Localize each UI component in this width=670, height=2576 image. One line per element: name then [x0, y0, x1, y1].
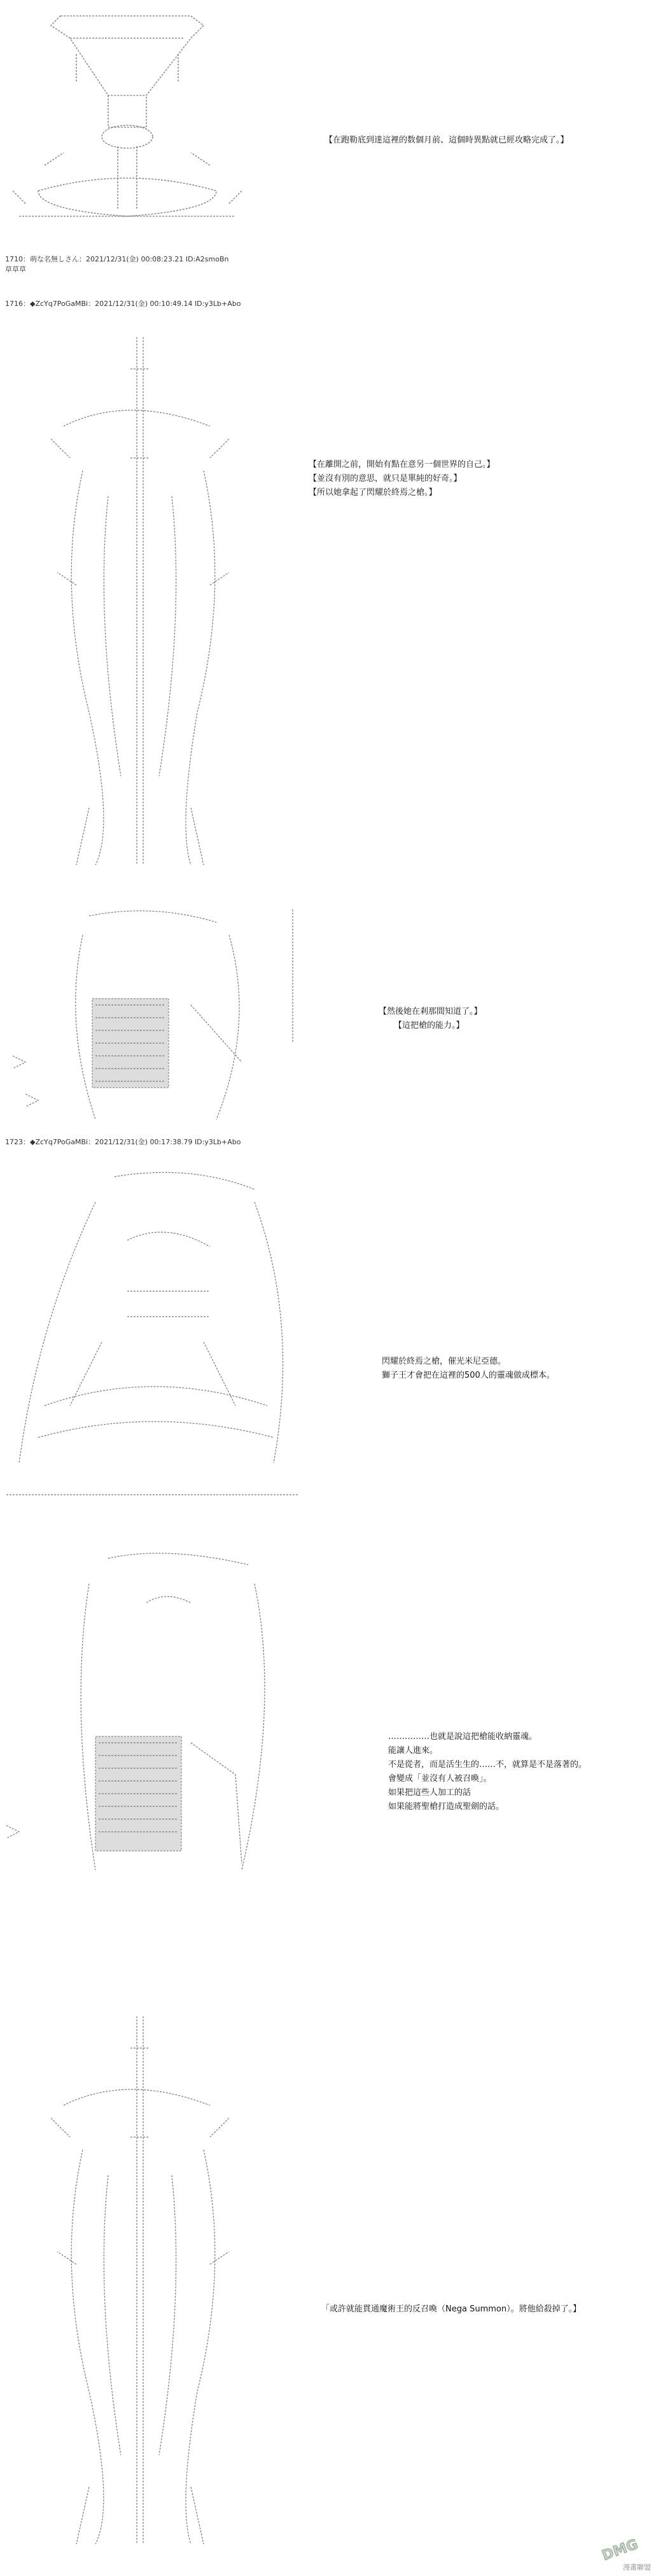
- dialog-line: 會變成「並沒有人被召喚」。: [388, 1774, 492, 1783]
- dialog-line: 能讓人進來。: [388, 1746, 438, 1755]
- dialog-box-2: [309, 458, 495, 500]
- dialog-box-6: [321, 2302, 581, 2316]
- aa-art-spear-figure-2: [0, 2010, 280, 2557]
- dialog-box-3: [379, 1005, 482, 1033]
- dialog-line: 獅子王才會把在這裡的500人的靈魂做成標本。: [382, 1371, 555, 1380]
- dialog-line: 【這把槍的能力。】: [394, 1021, 464, 1030]
- post-header-text: 1716：◆ZcYq7PoGaMBi：2021/12/31(金) 00:10:49.14 ID:y3Lb+Abo: [5, 300, 241, 308]
- dialog-box-4: [382, 1355, 555, 1383]
- aa-art-grail: [0, 0, 274, 242]
- post-header-1710: [5, 254, 229, 275]
- dialog-line: 如果能將聖槍打造成聖劍的話。: [388, 1802, 505, 1811]
- dialog-line: 【並沒有別的意思，就只是單純的好奇。】: [309, 474, 462, 483]
- dialog-line: 【所以她拿起了閃耀於終焉之槍。】: [309, 488, 437, 497]
- dialog-line: 「或許就能貫通魔術王的反召喚（Nega Summon）。將他給殺掉了。】: [321, 2304, 582, 2314]
- aa-art-figure-3: [0, 1164, 305, 1527]
- post-header-text: 1710：萌な名無しさん：2021/12/31(金) 00:08:23.21 ID:A2smoBn: [5, 255, 229, 263]
- aa-art-figure-4: [0, 1546, 305, 1889]
- dialog-line: 【在離開之前，開始有點在意另一個世界的自己。】: [309, 460, 495, 469]
- dialog-line: 【在跑勒底到達這裡的数個月前、這個時異點就已經攻略完成了。】: [325, 135, 569, 145]
- dialog-line: 【然後她在剎那間知道了。】: [379, 1007, 482, 1016]
- post-header-1723: [5, 1137, 241, 1147]
- dialog-box-1: [325, 134, 569, 148]
- post-comment: 草草草: [5, 265, 26, 274]
- dialog-box-5: [388, 1730, 587, 1814]
- dialog-line: 不是從者，而是活生生的……不，就算是不是落著的。: [388, 1760, 587, 1769]
- dialog-line: 閃耀於終焉之槍，催光米尼亞德。: [382, 1357, 506, 1366]
- aa-art-spear-figure-1: [0, 331, 280, 878]
- dialog-line: 如果把這些人加工的話: [388, 1788, 471, 1797]
- post-header-text: 1723：◆ZcYq7PoGaMBi：2021/12/31(金) 00:17:38.79 ID:y3Lb+Abo: [5, 1138, 241, 1146]
- watermark-logo: [589, 2533, 659, 2565]
- watermark-logo-text: DMG: [600, 2536, 641, 2565]
- watermark-text: 漫畫聯盟: [623, 2563, 651, 2572]
- dialog-line: ……………也就是說這把槍能收納靈魂。: [388, 1732, 538, 1742]
- post-header-1716: [5, 299, 241, 309]
- aa-art-figure-2: [0, 897, 312, 1132]
